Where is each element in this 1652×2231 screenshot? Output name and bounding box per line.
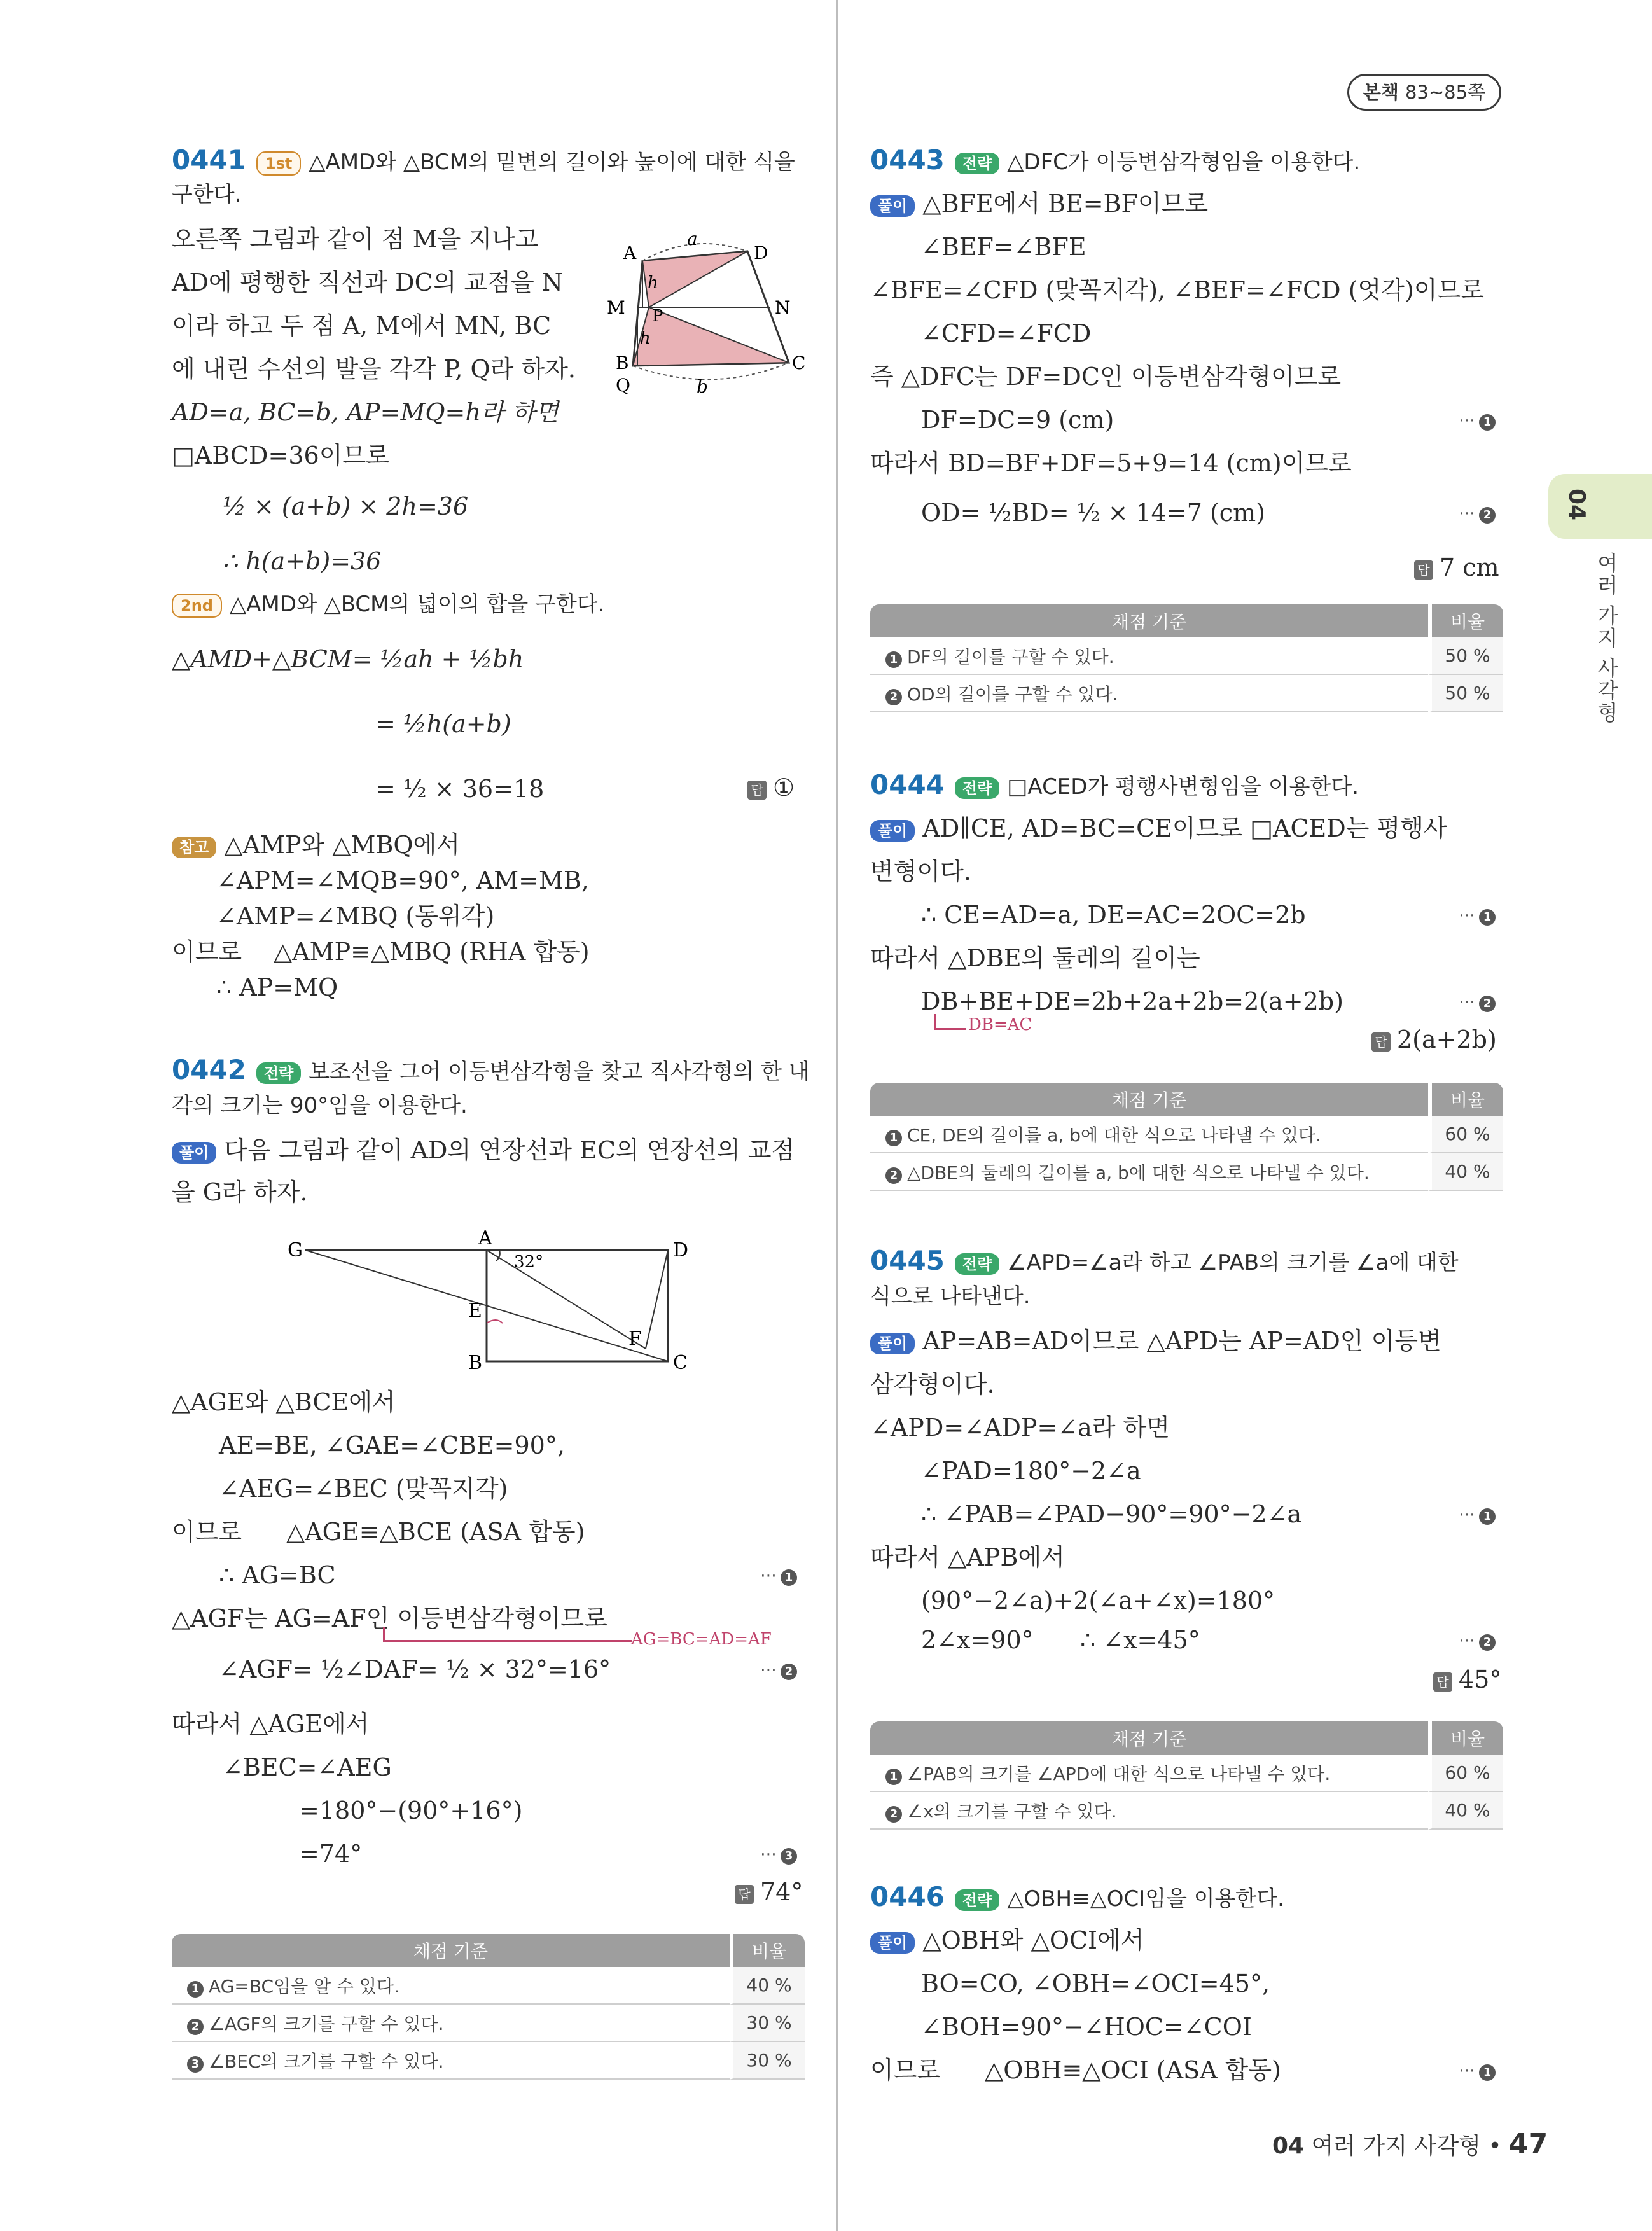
score-table-0443: 채점 기준 비율 1 DF의 길이를 구할 수 있다. 50 % 2 OD의 길이를 구할 수 있다. 50 %	[870, 604, 1503, 712]
svg-text:B: B	[468, 1352, 483, 1371]
column-divider	[836, 0, 838, 2231]
svg-text:32°: 32°	[514, 1253, 544, 1272]
svg-text:B: B	[616, 352, 629, 373]
answer-0444: 답 2(a+2b)	[1371, 1025, 1497, 1053]
svg-text:C: C	[673, 1352, 688, 1371]
page-footer: 04 여러 가지 사각형 • 47	[1272, 2128, 1548, 2160]
pink-bracket-0444	[934, 1014, 966, 1030]
svg-text:D: D	[754, 242, 768, 263]
side-chapter-title: 여러 가지 사각형	[1594, 552, 1619, 724]
problem-0441-header: 0441 1st △AMD와 △BCM의 밑변의 길이와 높이에 대한 식을	[172, 144, 795, 176]
svg-text:b: b	[697, 376, 708, 397]
svg-text:Q: Q	[616, 375, 630, 396]
rectangle-figure	[280, 1228, 700, 1371]
problem-0443-header: 0443 전략 △DFC가 이등변삼각형임을 이용한다.	[870, 144, 1361, 176]
problem-0442-header: 0442 전략 보조선을 그어 이등변삼각형을 찾고 직사각형의 한 내	[172, 1054, 810, 1085]
fig-label-A: A	[623, 242, 637, 263]
svg-text:A: A	[478, 1228, 492, 1249]
problem-0445-header: 0445 전략 ∠APD=∠a라 하고 ∠PAB의 크기를 ∠a에 대한	[870, 1245, 1459, 1276]
svg-text:G: G	[288, 1239, 303, 1261]
problem-0446-header: 0446 전략 △OBH≡△OCI임을 이용한다.	[870, 1881, 1284, 1912]
answer-0443: 답 7 cm	[1414, 553, 1499, 581]
problem-0444-header: 0444 전략 □ACED가 평행사변형임을 이용한다.	[870, 769, 1359, 800]
pink-bracket	[383, 1627, 632, 1642]
answer-0442: 답 74°	[735, 1878, 803, 1906]
svg-text:M: M	[607, 297, 625, 318]
svg-text:D: D	[673, 1239, 689, 1261]
score-table-0445: 채점 기준 비율 1 ∠PAB의 크기를 ∠APD에 대한 식으로 나타낼 수 있다. 60 % 2 ∠x의 크기를 구할 수 있다. 40 %	[870, 1721, 1503, 1830]
side-chapter-number: 04	[1564, 489, 1590, 521]
score-table-0444: 채점 기준 비율 1 CE, DE의 길이를 a, b에 대한 식으로 나타낼 수 있다. 60 % 2 △DBE의 둘레의 길이를 a, b에 대한 식으로 나타낼 수 있다. 40 %	[870, 1083, 1503, 1191]
answer-0445: 답 45°	[1433, 1665, 1501, 1693]
svg-text:E: E	[468, 1300, 482, 1322]
score-table-0442: 채점 기준 비율 1 AG=BC임을 알 수 있다. 40 % 2 ∠AGF의 크기를 구할 수 있다. 30 % 3 ∠BEC의 크기를 구할 수 있다. 30 %	[172, 1934, 805, 2080]
svg-text:a: a	[687, 228, 698, 249]
page-range-badge: 본책 83~85쪽	[1347, 74, 1501, 111]
svg-text:N: N	[775, 297, 791, 318]
trapezoid-figure	[598, 226, 808, 404]
svg-text:h: h	[640, 329, 651, 348]
answer-0441: 답 ①	[747, 774, 795, 802]
svg-text:C: C	[792, 352, 806, 373]
svg-text:P: P	[652, 307, 663, 326]
svg-text:h: h	[648, 274, 658, 293]
svg-text:F: F	[628, 1328, 642, 1350]
